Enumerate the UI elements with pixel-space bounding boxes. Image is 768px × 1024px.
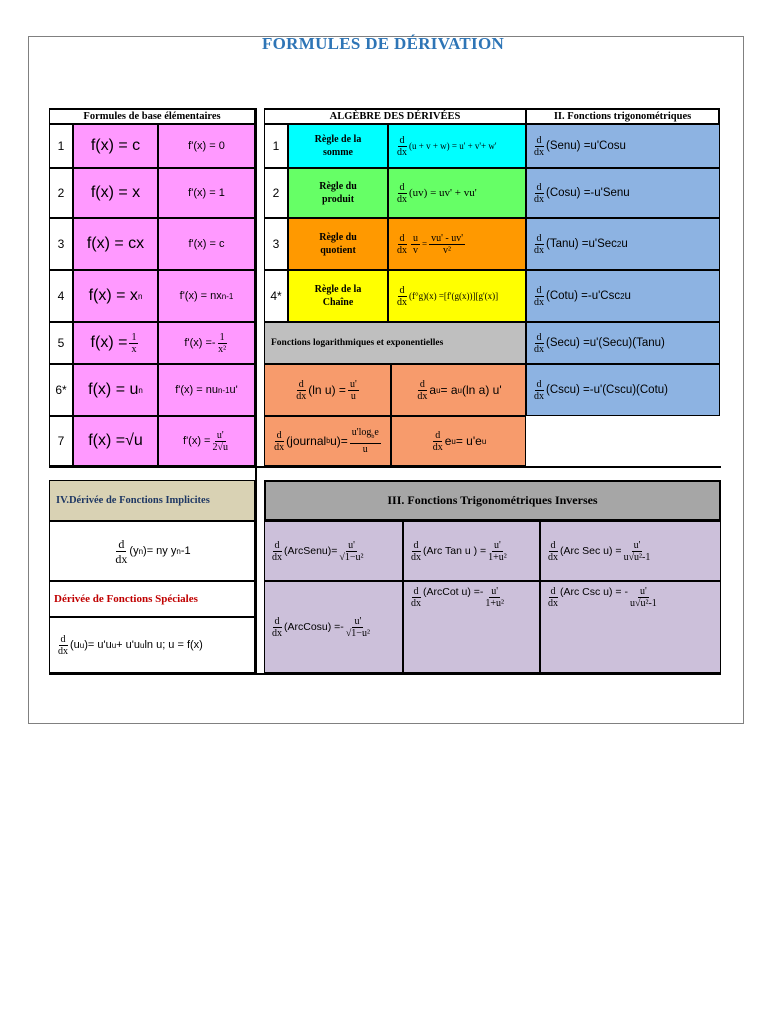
basic-row-number: 6*	[49, 364, 73, 416]
special-formula: $\frac{d}{dx}$ (u u )= u'u u + u'u u ln u; u = f(x)	[49, 617, 255, 673]
d-dx: $\frac{d}{dx}$	[417, 378, 428, 402]
trig-derivative: $\frac{d}{dx}$ (Tanu) =u'Sec 2 u	[526, 218, 720, 270]
algebra-row-number: 1	[264, 124, 288, 168]
d-dx: $\frac{d}{dx}$	[432, 429, 443, 453]
d-dx: $\frac{d}{dx}$	[534, 134, 544, 158]
d-dx: $\frac{d}{dx}$	[274, 429, 285, 453]
derivative-fraction: $\frac{u'}{2√u}$	[212, 429, 228, 453]
d-dx: $\frac{d}{dx}$	[272, 615, 282, 639]
inverse-trig-derivative: $\frac{d}{dx}$ (Arc Sec u) = $\frac{u'}{\text{u√u²-1}}$	[540, 521, 721, 581]
basic-row-number: 3	[49, 218, 73, 270]
inverse-fraction: $\frac{u'}{\text{u√u²-1}}$	[629, 586, 657, 609]
algebra-rule-name: Règle du quotient	[288, 218, 388, 270]
inverse-header: III. Fonctions Trigonométriques Inverses	[264, 480, 721, 521]
basic-function: f(x) = x	[73, 168, 158, 218]
inverse-fraction: $\frac{u'}{\text{√1−u²}}$	[339, 539, 364, 563]
algebra-formula: $\frac{d}{dx}$ (uv) = uv' + vu'	[388, 168, 526, 218]
log-logb-cell: $\frac{d}{dx}$ (journal b u)= $\frac{u'\log_be}{u}$	[264, 416, 391, 466]
log-header	[264, 322, 526, 364]
inverse-trig-derivative: $\frac{d}{dx}$ (ArcCosu) =- $\frac{u'}{\text{√1−u²}}$	[264, 581, 403, 673]
basic-derivative: f'(x) = 1	[158, 168, 255, 218]
basic-row-number: 4	[49, 270, 73, 322]
algebra-formula: $\frac{d}{dx}$ $\frac{u}{v}$ = $\frac{vu' - uv'}{\text{v²}}$	[388, 218, 526, 270]
inverse-fraction: $\frac{u'}{\text{u√u²-1}}$	[623, 539, 651, 563]
algebra-rule-name: Règle du produit	[288, 168, 388, 218]
trig-derivative: $\frac{d}{dx}$ (Secu) =u'(Secu)(Tanu)	[526, 322, 720, 364]
basic-function: f(x) = x n	[73, 270, 158, 322]
d-dx: $\frac{d}{dx}$	[397, 232, 407, 256]
ln-fraction: $\frac{u'}{u}$	[349, 378, 357, 402]
algebra-header: ALGÈBRE DES DÉRIVÉES	[264, 108, 526, 124]
basic-row-number: 7	[49, 416, 73, 466]
derivative-fraction: $\frac{1}{\text{x²}}$	[218, 331, 227, 355]
trig-derivative: $\frac{d}{dx}$ (Cscu) =-u'(Cscu)(Cotu)	[526, 364, 720, 416]
implicit-formula: $\frac{d}{dx}$ (y n )= ny y n -1	[49, 521, 255, 581]
column-divider	[255, 108, 257, 674]
d-dx: $\frac{d}{dx}$	[397, 284, 407, 308]
d-dx: $\frac{d}{dx}$	[534, 232, 544, 256]
basic-derivative: f'(x) = c	[158, 218, 255, 270]
basic-derivative: f'(x) = nx n-1	[158, 270, 255, 322]
basic-derivative: f'(x) = $\frac{u'}{2√u}$	[158, 416, 255, 466]
d-dx: $\frac{d}{dx}$	[58, 633, 68, 657]
ln-left: (ln u) =	[308, 383, 346, 397]
d-dx: $\frac{d}{dx}$	[397, 134, 407, 158]
basic-function: f(x) = $\frac{1}{x}$	[73, 322, 158, 364]
trig-derivative: $\frac{d}{dx}$ (Cotu) =-u'Csc 2 u	[526, 270, 720, 322]
d-dx: $\frac{d}{dx}$	[534, 378, 544, 402]
trig-derivative: $\frac{d}{dx}$ (Cosu) =-u'Senu	[526, 168, 720, 218]
d-dx: $\frac{d}{dx}$	[534, 331, 544, 355]
d-dx: $\frac{d}{dx}$	[411, 586, 421, 609]
d-dx: $\frac{d}{dx}$	[411, 539, 421, 563]
inverse-trig-derivative: $\frac{d}{dx}$ (Arc Tan u ) = $\frac{u'}{\text{1+u²}}$	[403, 521, 540, 581]
implicit-header: IV.Dérivée de Fonctions Implicites	[49, 480, 255, 521]
basic-header: Formules de base élémentaires	[49, 108, 255, 124]
basic-function: f(x) =√u	[73, 416, 158, 466]
bottom-rule	[49, 673, 721, 675]
basic-function: f(x) = c	[73, 124, 158, 168]
log-au-cell: $\frac{d}{dx}$ a u = a u (ln a) u'	[391, 364, 526, 416]
log-eu-cell: $\frac{d}{dx}$ e u = u'e u	[391, 416, 526, 466]
algebra-row-number: 3	[264, 218, 288, 270]
page-title: FORMULES DE DÉRIVATION	[261, 34, 505, 53]
basic-derivative: f'(x) = nu n-1 u'	[158, 364, 255, 416]
section-divider	[49, 466, 721, 468]
log-ln-cell	[264, 364, 391, 416]
basic-derivative: f'(x) = 0	[158, 124, 255, 168]
basic-derivative: f'(x) =- $\frac{1}{\text{x²}}$	[158, 322, 255, 364]
basic-row-number: 1	[49, 124, 73, 168]
function-fraction: $\frac{1}{x}$	[131, 331, 137, 355]
inverse-trig-derivative: $\frac{d}{dx}$ (ArcCot u) =- $\frac{u'}{\text{1+u²}}$	[403, 581, 540, 673]
special-header: Dérivée de Fonctions Spéciales	[49, 581, 255, 617]
algebra-rule-name: Règle de la Chaîne	[288, 270, 388, 322]
algebra-row-number: 4*	[264, 270, 288, 322]
d-dx: $\frac{d}{dx}$	[534, 284, 544, 308]
algebra-formula: $\frac{d}{dx}$ (f°g)(x) =[f'(g(x))][g'(x)]	[388, 270, 526, 322]
d-dx: $\frac{d}{dx}$	[397, 181, 407, 205]
basic-function: f(x) = u n	[73, 364, 158, 416]
quotient-result-fraction: $\frac{vu' - uv'}{\text{v²}}$	[431, 232, 464, 256]
d-dx: $\frac{d}{dx}$	[296, 378, 307, 402]
d-dx: $\frac{d}{dx}$	[272, 539, 282, 563]
basic-function: f(x) = cx	[73, 218, 158, 270]
algebra-rule-name: Règle de la somme	[288, 124, 388, 168]
d-dx: $\frac{d}{dx}$	[534, 181, 544, 205]
basic-row-number: 2	[49, 168, 73, 218]
trig-header: II. Fonctions trigonométriques	[526, 108, 720, 124]
d-dx: $\frac{d}{dx}$	[548, 586, 558, 609]
basic-row-number: 5	[49, 322, 73, 364]
d-dx: $\frac{d}{dx}$	[548, 539, 558, 563]
inverse-fraction: $\frac{u'}{\text{1+u²}}$	[488, 539, 507, 563]
inverse-fraction: $\frac{u'}{\text{1+u²}}$	[485, 586, 505, 609]
inverse-fraction: $\frac{u'}{\text{√1−u²}}$	[345, 615, 370, 639]
algebra-row-number: 2	[264, 168, 288, 218]
inverse-trig-derivative: $\frac{d}{dx}$ (Arc Csc u) = - $\frac{u'}{\text{u√u²-1}}$	[540, 581, 721, 673]
log-header-label: Fonctions logarithmiques et exponentielles	[271, 338, 444, 348]
quotient-fraction: $\frac{u}{v}$	[413, 232, 418, 256]
trig-derivative: $\frac{d}{dx}$ (Senu) =u'Cosu	[526, 124, 720, 168]
algebra-formula: $\frac{d}{dx}$ (u + v + w) = u' + v'+ w'	[388, 124, 526, 168]
inverse-trig-derivative: $\frac{d}{dx}$ (ArcSenu)= $\frac{u'}{\text{√1−u²}}$	[264, 521, 403, 581]
logb-fraction: $\frac{u'\log_be}{u}$	[351, 427, 379, 455]
d-dx: $\frac{d}{dx}$	[115, 536, 128, 566]
